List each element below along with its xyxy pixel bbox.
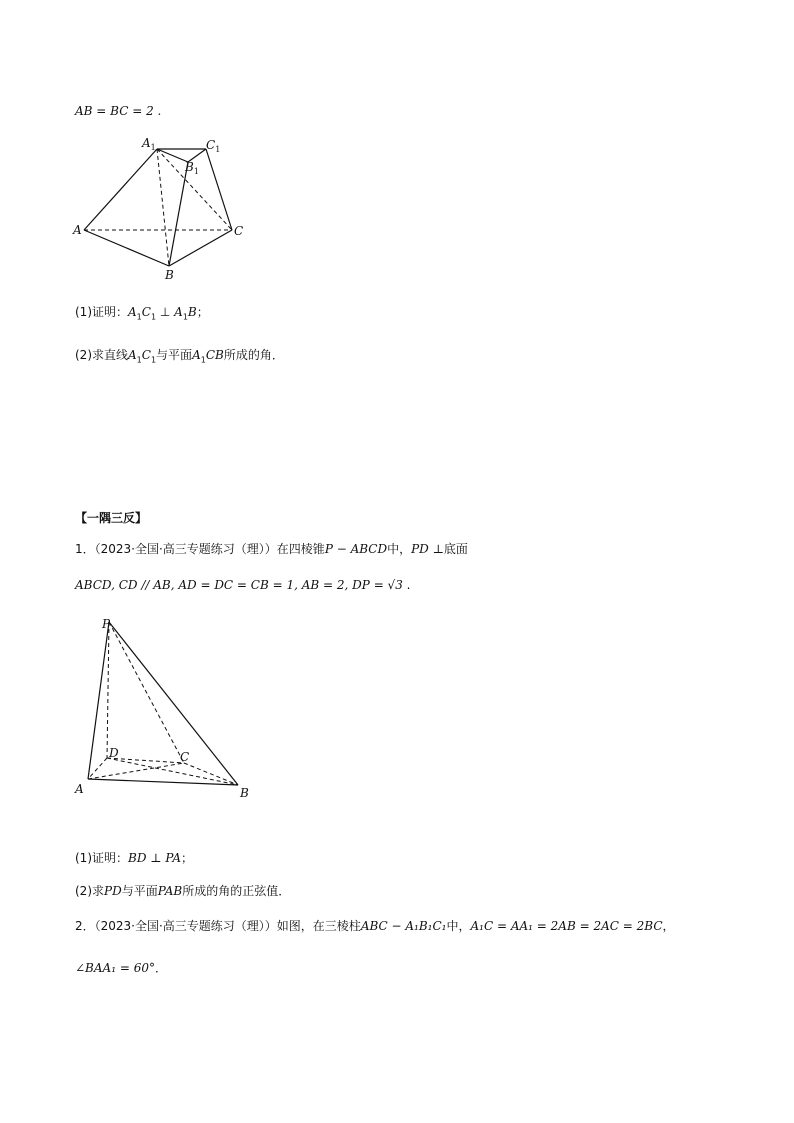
label-A: A [75,782,84,796]
edge-P-B [109,622,238,785]
edge-A-B [88,779,238,785]
label-B1: $B_1$ [185,160,199,176]
edge-A-A1 [84,149,157,230]
edge-A1-B1 [157,149,188,162]
label-A1: $A_1$ [142,136,156,152]
figure-prism [70,135,260,285]
ex2-line1: 2．（2023·全国·高三专题练习（理））如图，在三棱柱ABC − A₁B₁C₁中，A₁C = AA₁ = 2AB = 2AC = 2BC， [75,919,675,933]
label-C1: $C_1$ [206,138,221,154]
section-heading: 【一隅三反】 [75,511,148,525]
label-D: D [109,746,119,760]
edge-P-D [107,622,109,758]
label-C: C [180,750,190,764]
edge-B-C [169,230,232,266]
label-P: P [102,617,111,631]
ex1-part1: (1)证明：BD ⊥ PA； [75,851,194,865]
edge-P-C [109,622,184,763]
equation-ab-bc: AB = BC = 2 . [75,104,162,118]
edge-A-B [84,230,169,266]
edge-C1-C [206,149,232,230]
q1-part1: (1)证明：$A_1C_1$ ⊥ $A_1B$； [75,305,209,322]
q1-part2: (2)求直线$A_1C_1$与平面$A_1CB$所成的角． [75,348,284,365]
label-A: A [73,223,82,237]
ex2-line2: ∠BAA₁ = 60°． [75,961,167,975]
label-B: B [240,786,249,800]
edge-A1-C-dashed [157,149,232,230]
ex1-line1: 1．（2023·全国·高三专题练习（理））在四棱锥P − ABCD中，PD ⊥底面 [75,542,468,556]
edge-P-A [88,622,109,779]
figure-pyramid [70,612,270,802]
top-equation [75,103,161,119]
edge-B1-B [169,162,188,266]
label-B: B [165,268,174,282]
edge-A1-B-dashed [157,149,169,266]
q1-part1-prefix: (1)证明： [75,305,128,319]
ex1-line2: ABCD, CD // AB, AD = DC = CB = 1, AB = 2, DP = √3 . [75,578,411,592]
label-C: C [234,224,244,238]
ex1-part2: (2)求PD与平面PAB所成的角的正弦值． [75,884,291,898]
